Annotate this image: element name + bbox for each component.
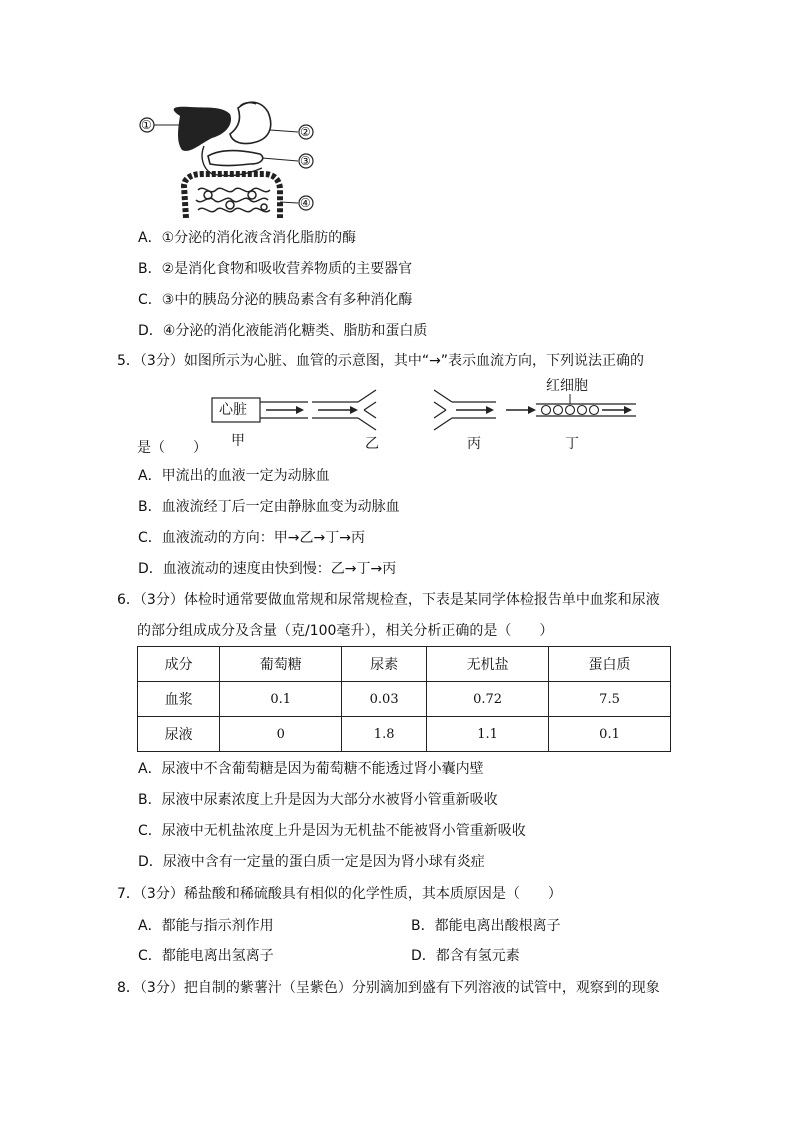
heart-vessel-figure bbox=[200, 380, 740, 440]
q5-option-d[interactable]: D．血液流动的速度由快到慢：乙→丁→丙 bbox=[138, 561, 397, 577]
heart-label: 心脏 bbox=[219, 402, 247, 418]
q5-stem-line2: 是（ ） bbox=[137, 440, 207, 456]
q7-stem: 7．（3分）稀盐酸和稀硫酸具有相似的化学性质，其本质原因是（ ） bbox=[117, 886, 562, 902]
q4-option-d[interactable]: D．④分泌的消化液能消化糖类、脂肪和蛋白质 bbox=[138, 323, 428, 339]
q6-option-d[interactable]: D．尿液中含有一定量的蛋白质一定是因为肾小球有炎症 bbox=[138, 854, 485, 870]
q6-option-c[interactable]: C．尿液中无机盐浓度上升是因为无机盐不能被肾小管重新吸收 bbox=[138, 823, 526, 839]
marker-3: ③ bbox=[300, 154, 311, 168]
table-row bbox=[138, 682, 671, 717]
table-cell: 1.1 bbox=[427, 717, 549, 752]
table-cell: 血浆 bbox=[138, 682, 220, 717]
q6-option-b[interactable]: B．尿液中尿素浓度上升是因为大部分水被肾小管重新吸收 bbox=[138, 792, 498, 808]
table-header-cell: 无机盐 bbox=[427, 647, 549, 682]
q7-option-b[interactable]: B．都能电离出酸根离子 bbox=[411, 918, 561, 934]
q4-option-b[interactable]: B．②是消化食物和吸收营养物质的主要器官 bbox=[138, 261, 413, 277]
marker-4: ④ bbox=[300, 196, 311, 210]
table-header-cell: 葡萄糖 bbox=[220, 647, 342, 682]
q8-stem: 8．（3分）把自制的紫薯汁（呈紫色）分别滴加到盛有下列溶液的试管中，观察到的现象 bbox=[117, 980, 660, 996]
q5-option-c[interactable]: C．血液流动的方向：甲→乙→丁→丙 bbox=[138, 530, 365, 546]
caption-jia: 甲 bbox=[231, 433, 245, 449]
table-cell: 0.72 bbox=[427, 682, 549, 717]
table-cell: 尿液 bbox=[138, 717, 220, 752]
caption-ding: 丁 bbox=[565, 436, 579, 452]
q6-stem-line2: 的部分组成成分及含量（克/100毫升），相关分析正确的是（ ） bbox=[137, 623, 554, 639]
table-header-cell: 尿素 bbox=[342, 647, 427, 682]
table-header-cell: 蛋白质 bbox=[549, 647, 671, 682]
table-cell: 0 bbox=[220, 717, 342, 752]
marker-2: ② bbox=[300, 125, 311, 139]
caption-yi: 乙 bbox=[365, 436, 379, 452]
table-cell: 1.8 bbox=[342, 717, 427, 752]
table-header-row bbox=[138, 647, 671, 682]
table-header-cell: 成分 bbox=[138, 647, 220, 682]
table-row bbox=[138, 717, 671, 752]
q4-option-a[interactable]: A．①分泌的消化液含消化脂肪的酶 bbox=[138, 230, 357, 246]
q7-option-a[interactable]: A．都能与指示剂作用 bbox=[138, 918, 274, 934]
q7-option-c[interactable]: C．都能电离出氢离子 bbox=[138, 948, 274, 964]
table-cell: 0.03 bbox=[342, 682, 427, 717]
q5-stem-line1: 5．（3分）如图所示为心脏、血管的示意图，其中“→”表示血流方向，下列说法正确的 bbox=[117, 353, 645, 369]
marker-1: ① bbox=[141, 118, 152, 132]
q5-option-a[interactable]: A．甲流出的血液一定为动脉血 bbox=[138, 468, 330, 484]
q7-option-d[interactable]: D．都含有氢元素 bbox=[411, 948, 520, 964]
table-cell: 7.5 bbox=[549, 682, 671, 717]
caption-bing: 丙 bbox=[467, 436, 481, 452]
q4-option-c[interactable]: C．③中的胰岛分泌的胰岛素含有多种消化酶 bbox=[138, 292, 413, 308]
table-cell: 0.1 bbox=[549, 717, 671, 752]
q5-option-b[interactable]: B．血液流经丁后一定由静脉血变为动脉血 bbox=[138, 499, 400, 515]
q6-option-a[interactable]: A．尿液中不含葡萄糖是因为葡萄糖不能透过肾小囊内壁 bbox=[138, 761, 484, 777]
rbc-label: 红细胞 bbox=[546, 378, 588, 394]
q6-stem-line1: 6．（3分）体检时通常要做血常规和尿常规检查，下表是某同学体检报告单中血浆和尿液 bbox=[117, 592, 660, 608]
composition-table bbox=[137, 646, 671, 752]
table-cell: 0.1 bbox=[220, 682, 342, 717]
